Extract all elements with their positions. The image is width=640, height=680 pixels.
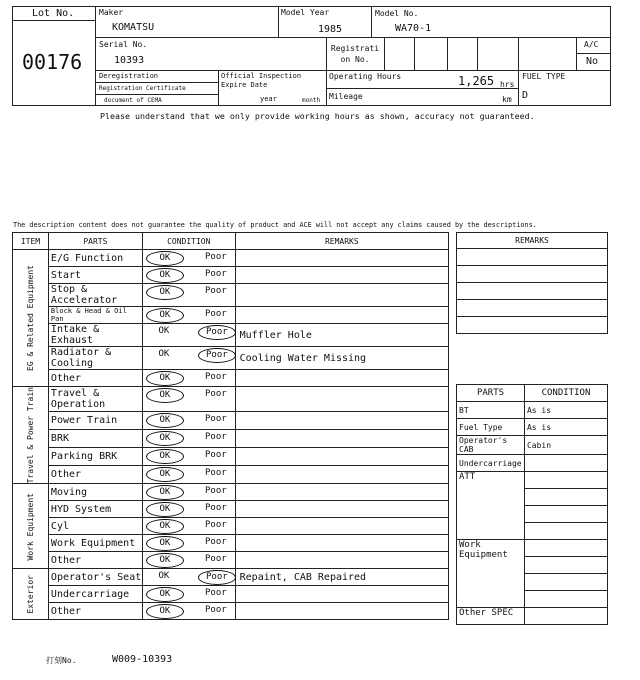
fuel-type-value: D: [522, 90, 529, 101]
condition-cell: [142, 370, 235, 387]
ok-mark: OK: [146, 413, 184, 428]
other-spec-row: [457, 608, 608, 625]
condition-cell: [142, 535, 235, 552]
table-row: [13, 284, 449, 307]
ok-mark: OK: [146, 371, 184, 386]
spec-row: [457, 419, 608, 436]
ok-mark: OK: [146, 449, 184, 464]
right-remarks-header: REMARKS: [457, 233, 608, 249]
condition-cell: [142, 552, 235, 569]
remarks-row: [457, 317, 608, 334]
other-spec-cell: [524, 608, 607, 625]
inspection-table: [12, 232, 449, 620]
col-header-item: ITEM: [13, 233, 49, 250]
remark-cell: [235, 586, 448, 603]
att-cell: [524, 489, 607, 506]
col-header-remarks: REMARKS: [235, 233, 448, 250]
spec-part: BT: [457, 402, 525, 419]
part-cell: Other: [48, 466, 142, 484]
table-row: [13, 586, 449, 603]
part-cell: Moving: [48, 484, 142, 501]
table-row: [13, 370, 449, 387]
ok-mark: OK: [158, 349, 170, 359]
model-no-value: WA70-1: [395, 23, 432, 34]
op-hours-value: 1,265: [458, 74, 495, 88]
right-condition-header: CONDITION: [524, 385, 607, 402]
remark-cell: [235, 552, 448, 569]
poor-mark: Poor: [205, 468, 227, 479]
table-row: [13, 518, 449, 535]
remark-cell: Muffler Hole: [235, 324, 448, 347]
item-group-label: Travel & Power Train: [25, 387, 35, 484]
remark-cell: [235, 429, 448, 447]
fuel-type-label: FUEL TYPE: [522, 72, 566, 81]
condition-cell: [142, 569, 235, 586]
poor-mark: Poor: [205, 554, 227, 565]
ok-mark: OK: [146, 536, 184, 551]
spec-row: [457, 455, 608, 472]
spec-condition: [524, 455, 607, 472]
poor-mark: Poor: [205, 449, 227, 460]
table-row: [13, 387, 449, 412]
item-group-cell: [13, 569, 49, 620]
col-header-parts: PARTS: [48, 233, 142, 250]
poor-mark: Poor: [205, 503, 227, 514]
remarks-row: [457, 283, 608, 300]
spec-condition: Cabin: [524, 436, 607, 455]
work-equipment-label: Work Equipment: [457, 540, 525, 608]
work-equipment-cell: [524, 574, 607, 591]
table-row: [13, 603, 449, 620]
right-parts-header: PARTS: [457, 385, 525, 402]
spec-condition: As is: [524, 402, 607, 419]
remark-cell: [235, 466, 448, 484]
ok-mark: OK: [146, 485, 184, 500]
ok-mark: OK: [158, 571, 170, 582]
condition-cell: [142, 411, 235, 429]
part-cell: Start: [48, 267, 142, 284]
remark-cell: [235, 535, 448, 552]
poor-mark: Poor: [205, 389, 227, 399]
ok-mark: OK: [146, 604, 184, 619]
remark-cell: Cooling Water Missing: [235, 347, 448, 370]
table-row: [13, 267, 449, 284]
remark-cell: [235, 307, 448, 324]
hrs-unit: hrs: [500, 80, 515, 89]
condition-cell: [142, 586, 235, 603]
remarks-cell: [457, 317, 608, 334]
poor-mark: Poor: [198, 348, 236, 363]
poor-mark: Poor: [205, 252, 227, 262]
dereg-doc: document of CEMA: [104, 97, 162, 104]
part-cell: Operator's Seat: [48, 569, 142, 586]
km-unit: km: [502, 95, 512, 104]
work-equipment-cell: [524, 557, 607, 574]
right-remarks-table: [456, 232, 608, 334]
ok-mark: OK: [146, 285, 184, 300]
table-row: [13, 466, 449, 484]
poor-mark: Poor: [205, 286, 227, 296]
remarks-row: [457, 249, 608, 266]
condition-cell: [142, 387, 235, 412]
work-equipment-cell: [524, 591, 607, 608]
part-cell: BRK: [48, 429, 142, 447]
att-label: ATT: [457, 472, 525, 540]
table-row: [13, 411, 449, 429]
stamp-no-value: W009-10393: [112, 654, 173, 665]
table-row: [13, 250, 449, 267]
serial-label: Serial No.: [99, 40, 148, 49]
spec-row: [457, 402, 608, 419]
part-cell: Travel & Operation: [48, 387, 142, 412]
ok-mark: OK: [146, 388, 184, 403]
lot-number: 00176: [22, 50, 83, 74]
remarks-cell: [457, 300, 608, 317]
att-cell: [524, 523, 607, 540]
part-cell: Radiator & Cooling: [48, 347, 142, 370]
table-row: [13, 429, 449, 447]
spec-condition: As is: [524, 419, 607, 436]
poor-mark: Poor: [205, 269, 227, 279]
ok-mark: OK: [146, 467, 184, 482]
table-row: [13, 447, 449, 465]
part-cell: Cyl: [48, 518, 142, 535]
ac-label: A/C: [584, 40, 599, 49]
dereg-cert: Registration Certificate: [99, 85, 186, 92]
condition-cell: [142, 429, 235, 447]
poor-mark: Poor: [205, 431, 227, 442]
remark-cell: [235, 518, 448, 535]
part-cell: Other: [48, 603, 142, 620]
item-group-label: Work Equipment: [25, 492, 35, 561]
month-label: month: [302, 97, 321, 104]
ok-mark: OK: [146, 268, 184, 283]
lot-label: Lot No.: [32, 8, 75, 19]
condition-cell: [142, 484, 235, 501]
col-header-condition: CONDITION: [142, 233, 235, 250]
condition-cell: [142, 267, 235, 284]
part-cell: HYD System: [48, 501, 142, 518]
condition-cell: [142, 447, 235, 465]
spec-part: Undercarriage: [457, 455, 525, 472]
poor-mark: Poor: [205, 372, 227, 382]
remark-cell: [235, 267, 448, 284]
item-group-label: EG & Related Equipment: [25, 265, 35, 371]
table-row: [13, 484, 449, 501]
remark-cell: Repaint, CAB Repaired: [235, 569, 448, 586]
ok-mark: OK: [146, 519, 184, 534]
other-spec-label: Other SPEC: [457, 608, 525, 625]
registration-label: Registrati on No.: [330, 44, 380, 64]
att-row: [457, 472, 608, 489]
ac-value: No: [586, 56, 599, 67]
part-cell: Other: [48, 552, 142, 569]
condition-cell: [142, 347, 235, 370]
ok-mark: OK: [146, 308, 184, 323]
remarks-cell: [457, 266, 608, 283]
part-cell: E/G Function: [48, 250, 142, 267]
remark-cell: [235, 370, 448, 387]
item-group-cell: [13, 250, 49, 387]
condition-cell: [142, 603, 235, 620]
condition-cell: [142, 501, 235, 518]
part-cell: Undercarriage: [48, 586, 142, 603]
spec-part: Fuel Type: [457, 419, 525, 436]
model-no-label: Model No.: [375, 9, 419, 18]
stamp-no-label: 打刻No.: [46, 656, 77, 665]
table-row: [13, 535, 449, 552]
inspection-label: Official Inspection Expire Date: [221, 72, 302, 89]
remark-cell: [235, 484, 448, 501]
remark-cell: [235, 501, 448, 518]
remark-cell: [235, 411, 448, 429]
work-equipment-row: [457, 540, 608, 557]
remark-cell: [235, 284, 448, 307]
condition-cell: [142, 518, 235, 535]
remarks-row: [457, 266, 608, 283]
condition-cell: [142, 250, 235, 267]
maker-value: KOMATSU: [112, 22, 155, 33]
item-group-cell: [13, 484, 49, 569]
ok-mark: OK: [146, 431, 184, 446]
ok-mark: OK: [146, 502, 184, 517]
spec-part: Operator's CAB: [457, 436, 525, 455]
condition-cell: [142, 466, 235, 484]
ok-mark: OK: [158, 326, 170, 336]
poor-mark: Poor: [205, 520, 227, 531]
work-equipment-cell: [524, 540, 607, 557]
item-group-label: Exterior: [25, 575, 35, 614]
remark-cell: [235, 447, 448, 465]
part-cell: Other: [48, 370, 142, 387]
table-row: [13, 552, 449, 569]
remarks-cell: [457, 249, 608, 266]
spec-row: [457, 436, 608, 455]
remark-cell: [235, 250, 448, 267]
part-cell: Power Train: [48, 411, 142, 429]
ok-mark: OK: [146, 587, 184, 602]
part-cell: Block & Head & Oil Pan: [48, 307, 142, 324]
table-row: [13, 569, 449, 586]
year-label: year: [260, 95, 277, 103]
remarks-row: [457, 300, 608, 317]
poor-mark: Poor: [205, 588, 227, 599]
table-row: [13, 347, 449, 370]
right-parts-table: [456, 384, 608, 625]
att-cell: [524, 506, 607, 523]
dereg-label: Deregistration: [99, 72, 159, 80]
table-row: [13, 324, 449, 347]
mileage-label: Mileage: [329, 92, 363, 101]
model-year-label: Model Year: [281, 8, 330, 17]
table-row: [13, 501, 449, 518]
remark-cell: [235, 387, 448, 412]
accuracy-notice: Please understand that we only provide working hours as shown, accuracy not guaranteed.: [100, 111, 535, 121]
remark-cell: [235, 603, 448, 620]
poor-mark: Poor: [205, 413, 227, 424]
table-row: [13, 307, 449, 324]
disclaimer: The description content does not guarantee the quality of product and ACE will not accept any claims caused by the descriptions.: [13, 221, 537, 229]
serial-value: 10393: [114, 55, 145, 66]
poor-mark: Poor: [198, 570, 236, 585]
part-cell: Stop & Accelerator: [48, 284, 142, 307]
poor-mark: Poor: [198, 325, 236, 340]
ok-mark: OK: [146, 251, 184, 266]
poor-mark: Poor: [205, 605, 227, 616]
condition-cell: [142, 284, 235, 307]
att-cell: [524, 472, 607, 489]
item-group-cell: [13, 387, 49, 484]
condition-cell: [142, 324, 235, 347]
model-year-value: 1985: [318, 24, 343, 35]
ok-mark: OK: [146, 553, 184, 568]
part-cell: Parking BRK: [48, 447, 142, 465]
poor-mark: Poor: [205, 537, 227, 548]
remarks-cell: [457, 283, 608, 300]
poor-mark: Poor: [205, 309, 227, 319]
part-cell: Work Equipment: [48, 535, 142, 552]
poor-mark: Poor: [205, 486, 227, 497]
part-cell: Intake & Exhaust: [48, 324, 142, 347]
condition-cell: [142, 307, 235, 324]
op-hours-label: Operating Hours: [329, 72, 402, 81]
maker-label: Maker: [99, 8, 124, 17]
